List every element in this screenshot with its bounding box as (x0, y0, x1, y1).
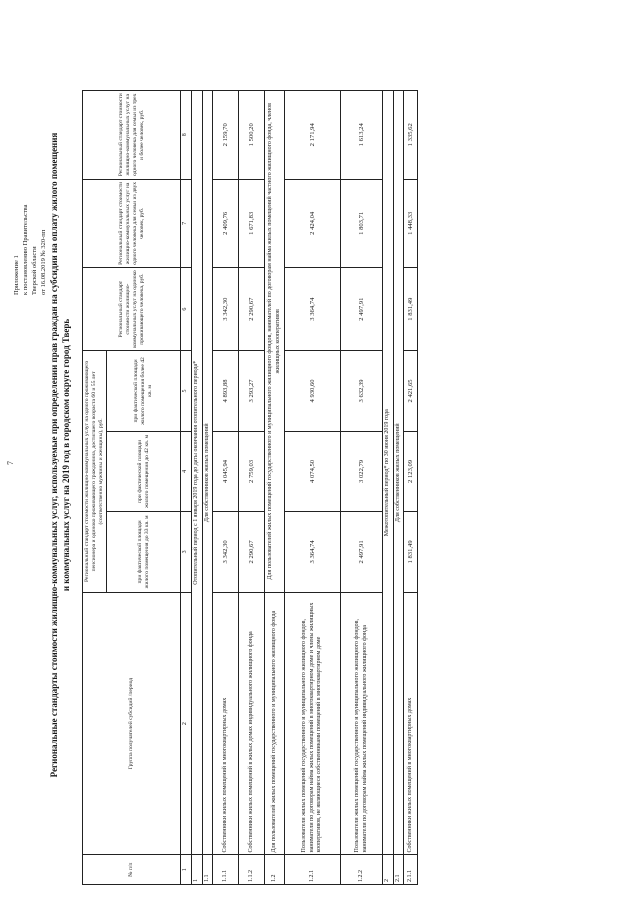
appendix-line: Приложение 1 (13, 255, 20, 295)
table-row (192, 91, 203, 885)
value-cell: 3 364,74 (285, 512, 341, 592)
header-pensioner: Региональный стандарт стоимости жилищно-коммунальных услуг на одного проживающего пенсионера и одиноко проживающего гражданина, достигшего возраста 60 и 55 лет (соответственно мужчины и женщины), руб. (83, 351, 107, 592)
table-row (393, 91, 404, 885)
table-row (239, 91, 265, 885)
table-row (383, 91, 394, 885)
row-number: 2 (383, 855, 394, 885)
value-cell: 3 293,27 (239, 351, 265, 431)
section-label: Для собственников жилых помещений (202, 91, 213, 856)
value-cell: 1 335,62 (404, 91, 418, 180)
column-number-row (181, 91, 192, 885)
column-number: 6 (181, 268, 192, 351)
header-group: Группа получателей субсидий /период (83, 592, 181, 855)
header-two: Региональный стандарт стоимости жилищно-коммунальных услуг на одного человека для семьи из двух человек, руб. (83, 179, 181, 268)
value-cell: 1 500,20 (239, 91, 265, 180)
standards-table (82, 90, 418, 885)
value-cell: 3 342,30 (213, 512, 239, 592)
table-row (265, 91, 285, 885)
row-number: 1 (192, 855, 203, 885)
header-sub42plus: при фактической площади жилого помещения более 42 кв. м (107, 351, 181, 431)
page-number: 7 (6, 461, 15, 465)
value-cell: 2 123,09 (404, 431, 418, 511)
value-cell: 2 759,03 (239, 431, 265, 511)
appendix-line: от 16.08.2019 № 320-пп (40, 229, 47, 295)
appendix-line: Тверской области (31, 246, 38, 295)
row-number: 1.2 (265, 855, 285, 885)
section-label: Для пользователей жилых помещений государственного и муниципального жилищного фондов, нанимателей по договорам найма жилых помещений частного жилищного фонда, членов жилищных кооперативов (265, 91, 285, 593)
value-cell: 2 497,91 (341, 512, 383, 592)
value-cell: 1 831,49 (404, 512, 418, 592)
row-number: 1.2.2 (341, 855, 383, 885)
column-number: 8 (181, 91, 192, 180)
value-cell: 4 074,50 (285, 431, 341, 511)
header-sub33: при фактической площади жилого помещения до 33 кв. м (107, 512, 181, 592)
table-row (285, 91, 341, 885)
row-group: Пользователи жилых помещений государственного и муниципального жилищного фондов, наниматели по договорам найма жилых помещений в многоквартирном доме и члены жилищных кооперативов, не являющиеся собственниками помещений в многоквартирном доме (285, 592, 341, 855)
table-row (202, 91, 213, 885)
row-group: Пользователи жилых помещений государственного и муниципального жилищного фондов, наниматели по договорам найма жилых помещений индивидуального жилищного фонда (341, 592, 383, 855)
appendix-line: к постановлению Правительства (22, 204, 29, 295)
row-number: 1.2.1 (285, 855, 341, 885)
header-no: № п/п (83, 855, 181, 885)
appendix-block (12, 204, 48, 295)
value-cell: 3 632,39 (341, 351, 383, 431)
value-cell: 1 803,71 (341, 179, 383, 268)
row-number: 2.1 (393, 855, 404, 885)
value-cell: 2 497,91 (341, 268, 383, 351)
row-group: Для пользователей жилых помещений государственного и муниципального жилищного фонда (265, 592, 285, 855)
header-sub42: при фактической площади жилого помещения до 42 кв. м (107, 431, 181, 511)
value-cell: 1 613,24 (341, 91, 383, 180)
value-cell: 4 045,94 (213, 431, 239, 511)
value-cell: 2 409,76 (213, 179, 239, 268)
period-label: Отопительный период с 1 января 2019 года до даты окончания отопительного периода* (192, 91, 203, 856)
table-header-row (83, 91, 107, 885)
row-number: 1.1.2 (239, 855, 265, 885)
value-cell: 2 290,67 (239, 512, 265, 592)
section-label: Для собственников жилых помещений (393, 91, 404, 856)
column-number: 1 (181, 855, 192, 885)
value-cell: 4 893,88 (213, 351, 239, 431)
column-number: 7 (181, 179, 192, 268)
value-cell: 2 171,94 (285, 91, 341, 180)
column-number: 4 (181, 431, 192, 511)
value-cell: 2 290,67 (239, 268, 265, 351)
column-number: 2 (181, 592, 192, 855)
header-three: Региональный стандарт стоимости жилищно-коммунальных услуг на одного человека для семьи из трех и более человек, руб. (83, 91, 181, 180)
value-cell: 1 831,49 (404, 268, 418, 351)
table-row (213, 91, 239, 885)
title-line: и коммунальных услуг на 2019 год в городском округе город Тверь (61, 318, 71, 592)
row-number: 1.1 (202, 855, 213, 885)
row-group: Собственники жилых помещений в многоквартирных домах (404, 592, 418, 855)
value-cell: 3 342,30 (213, 268, 239, 351)
row-number: 1.1.1 (213, 855, 239, 885)
value-cell: 1 671,83 (239, 179, 265, 268)
title-line: Региональные стандарты стоимости жилищно-коммунальных услуг, используемые при определении прав граждан на субсидии на оплату жилого помещения (49, 132, 59, 778)
document-title (48, 45, 72, 865)
value-cell: 2 159,70 (213, 91, 239, 180)
value-cell: 3 022,79 (341, 431, 383, 511)
table-row (341, 91, 383, 885)
row-group: Собственники жилых помещений в жилых домах индивидуального жилищного фонда (239, 592, 265, 855)
period-label: Межотопительный период* по 30 июня 2019 года (383, 91, 394, 856)
value-cell: 4 930,60 (285, 351, 341, 431)
row-group: Собственники жилых помещений в многоквартирных домах (213, 592, 239, 855)
column-number: 5 (181, 351, 192, 431)
row-number: 2.1.1 (404, 855, 418, 885)
table-row (404, 91, 418, 885)
header-single: Региональный стандарт стоимости жилищно-коммунальных услуг на одиноко проживающего человека, руб. (83, 268, 181, 351)
value-cell: 3 364,74 (285, 268, 341, 351)
column-number: 3 (181, 512, 192, 592)
value-cell: 1 448,33 (404, 179, 418, 268)
value-cell: 2 424,04 (285, 179, 341, 268)
value-cell: 2 421,65 (404, 351, 418, 431)
